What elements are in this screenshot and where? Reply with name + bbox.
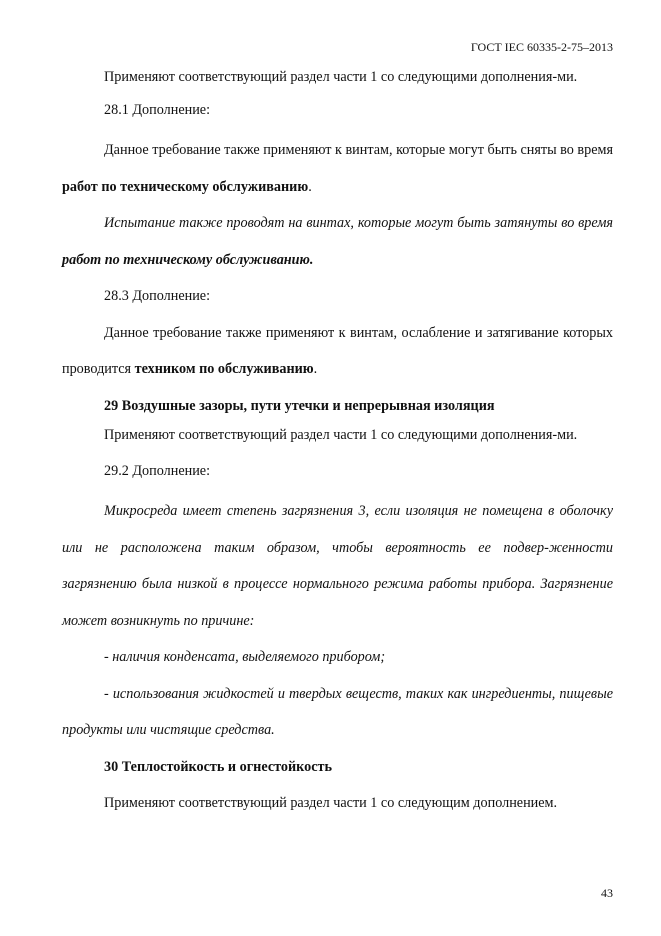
paragraph-apply-section-28: Применяют соответствующий раздел части 1 со следующими дополнения-ми. [104,69,578,85]
clause-28-3-label: 28.3 Дополнение: [104,288,211,304]
term-maintenance-work-italic: работ по техническому обслуживанию. [62,251,314,268]
page-number: 43 [601,886,613,900]
clause-28-1-test-note [62,205,613,278]
clause-28-3-text-end: . [313,361,318,377]
term-maintenance-work: работ по техническому обслуживанию [62,178,309,195]
list-item-liquids-solids: - использования жидкостей и твердых веществ, таких как ингредиенты, пищевые продукты или чистящие средства. [62,685,613,738]
paragraph-apply-section-30: Применяют соответствующий раздел части 1 со следующим дополнением. [104,795,558,811]
clause-28-3-text-start: Данное требование также применяют к винтам, ослабление и затягивание которых проводится [62,324,613,377]
clause-28-1-text-start: Данное требование также применяют к винтам, которые могут быть сняты во время [104,142,613,158]
document-body [62,66,613,822]
clause-28-3-text [62,315,613,388]
clause-29-2-text: Микросреда имеет степень загрязнения 3, если изоляция не помещена в оболочку или не расположена таким образом, чтобы вероятность ее подвер-женности загрязнению была низкой в процессе нормального режима работы прибора. Загрязнение может возникнуть по причине: [62,503,613,629]
paragraph-apply-section-29: Применяют соответствующий раздел части 1 со следующими дополнения-ми. [104,427,578,443]
clause-28-1-label: 28.1 Дополнение: [104,102,211,118]
clause-28-1-test-start: Испытание также проводят на винтах, которые могут быть затянуты во время [104,215,613,231]
term-service-technician: техником по обслуживанию [134,361,314,377]
section-29-heading: 29 Воздушные зазоры, пути утечки и непрерывная изоляция [104,397,495,414]
clause-28-1-text [62,132,613,205]
page-header-standard: ГОСТ IEC 60335-2-75–2013 [470,40,613,54]
clause-29-2-label: 29.2 Дополнение: [104,463,211,479]
section-30-heading: 30 Теплостойкость и огнестойкость [104,758,333,775]
clause-28-1-text-end: . [308,178,312,195]
list-item-condensation: - наличия конденсата, выделяемого прибором; [104,649,386,665]
